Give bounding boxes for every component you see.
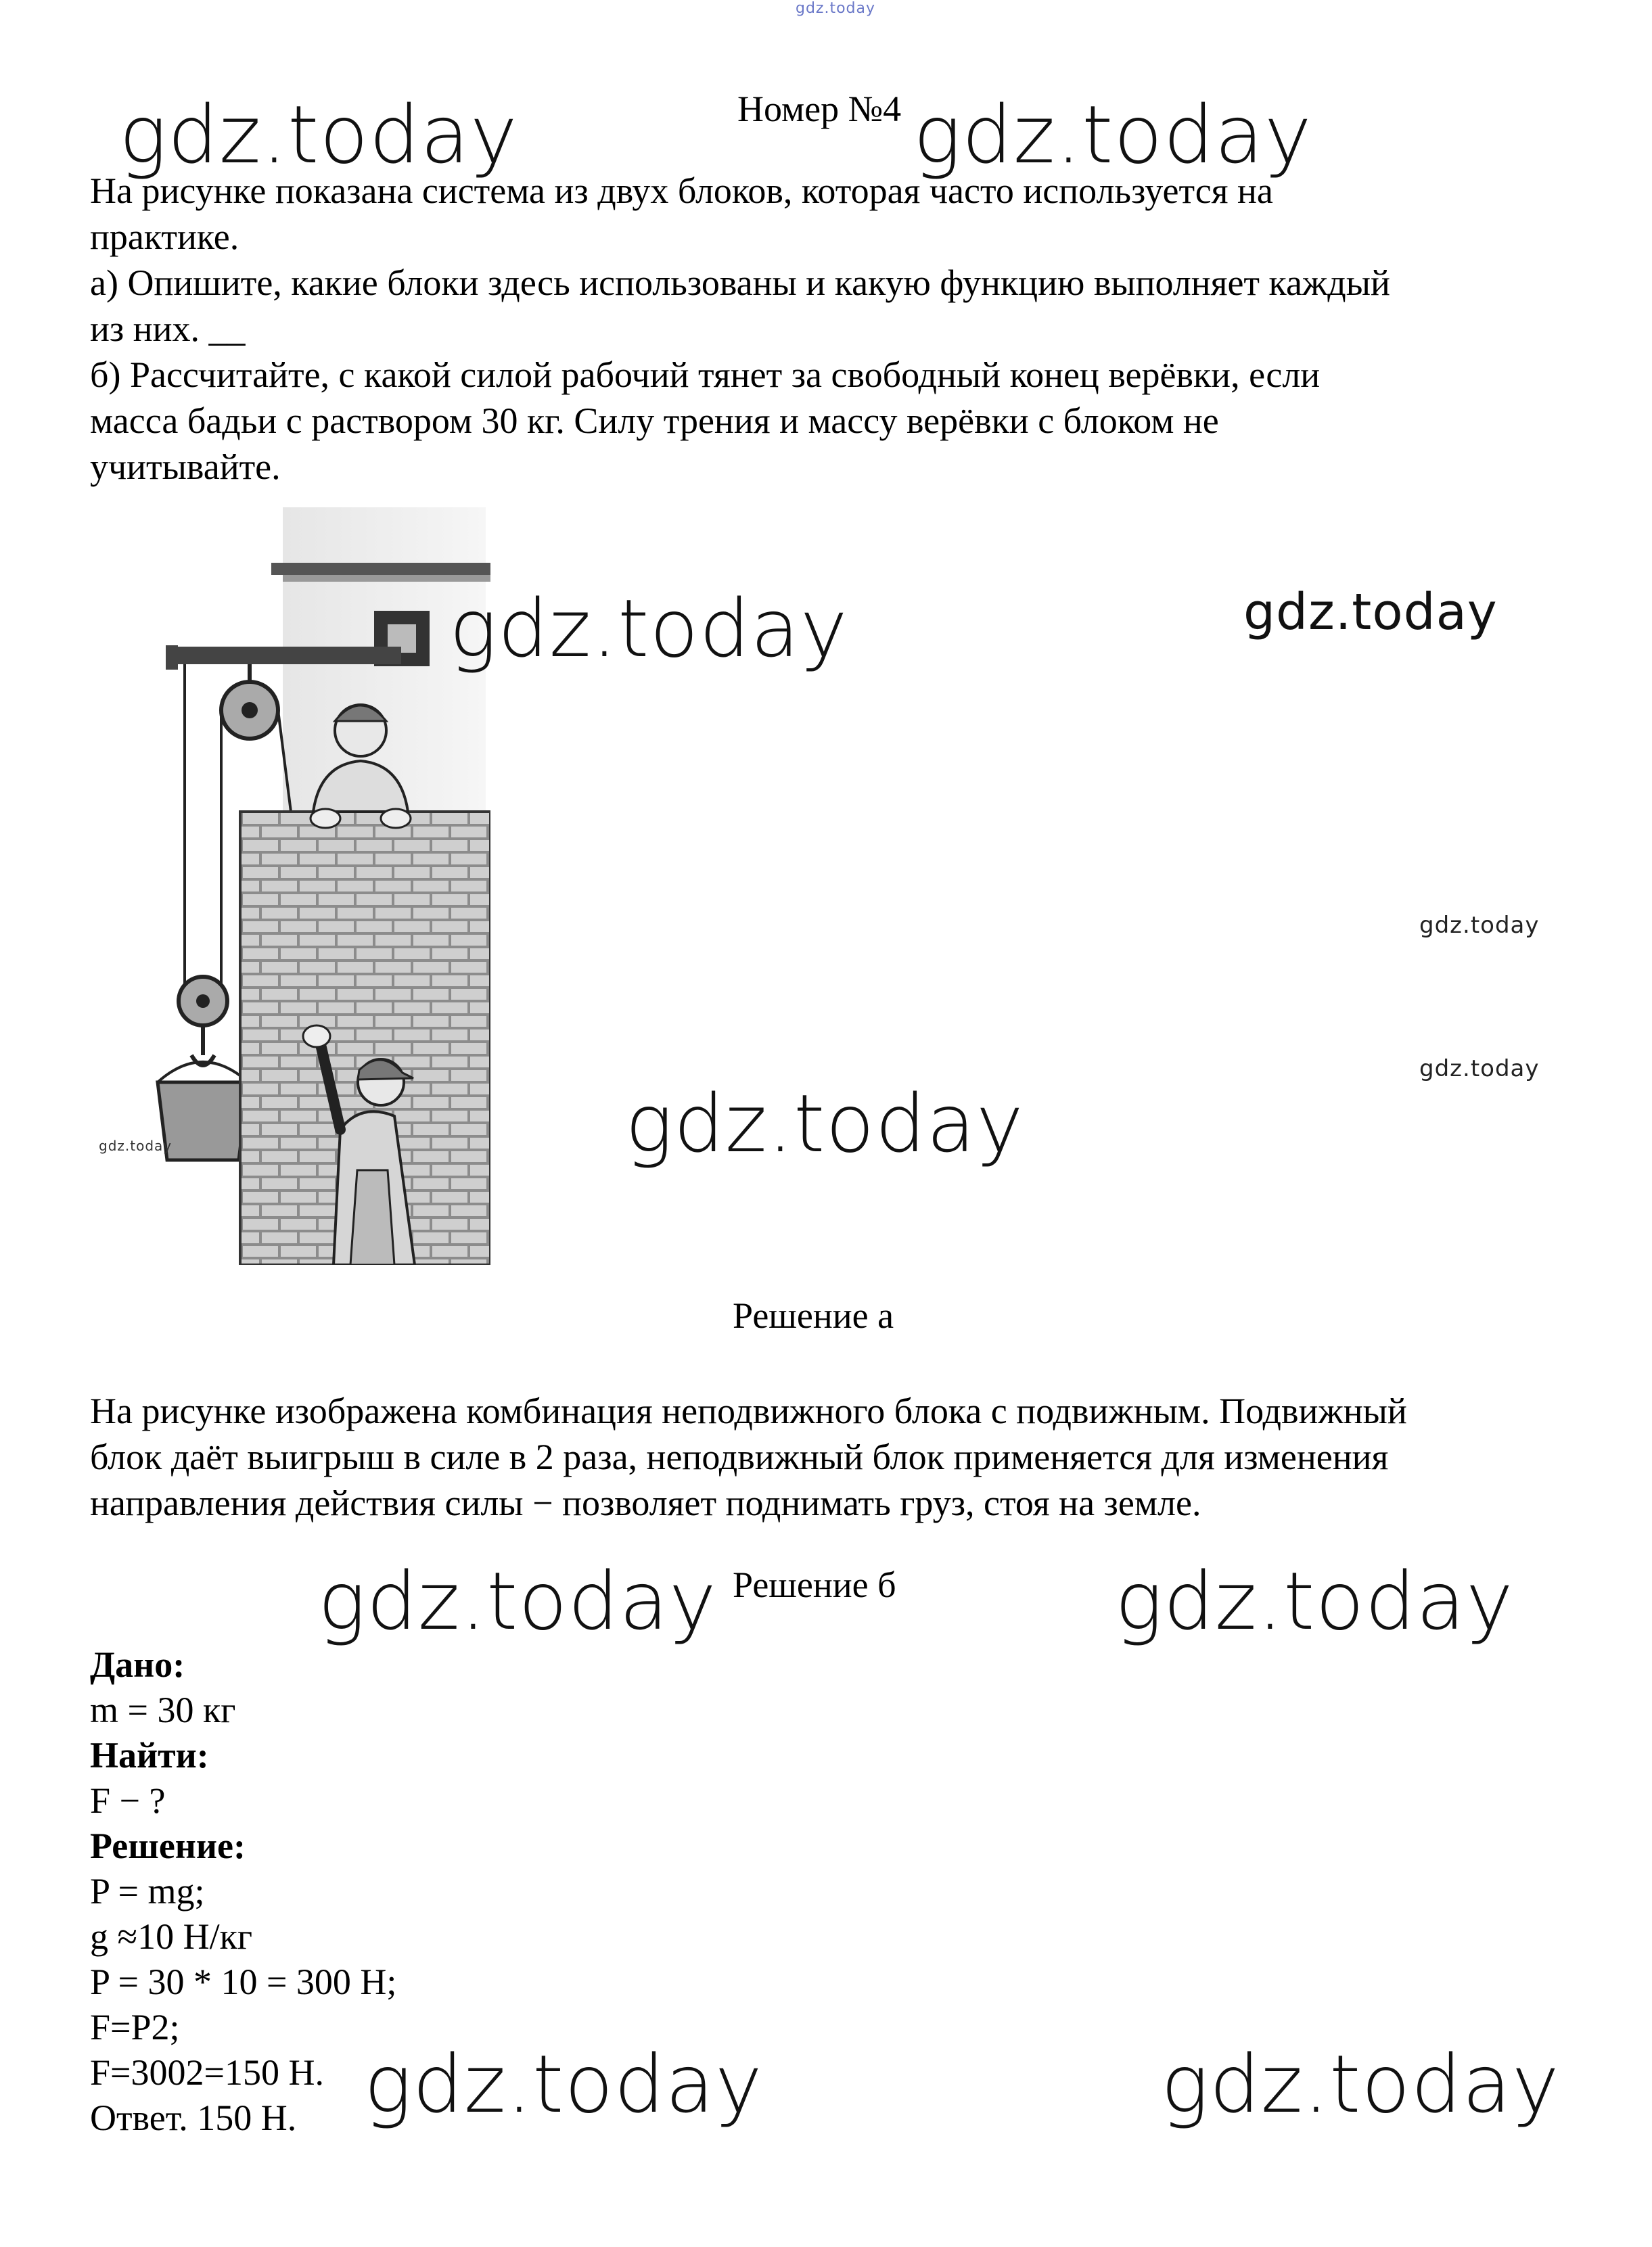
solution-step: P = 30 * 10 = 300 Н;	[90, 1962, 397, 2002]
watermark-top: gdz.today	[796, 0, 876, 17]
watermark: gdz.today	[119, 88, 518, 181]
solution-a-title: Решение а	[733, 1295, 894, 1336]
solution-b-title: Решение б	[733, 1565, 896, 1605]
solution-a-text	[90, 1388, 1565, 1526]
watermark: gdz.today	[1243, 583, 1498, 641]
watermark: gdz.today	[318, 1554, 717, 1648]
solution-label: Решение:	[90, 1826, 246, 1866]
watermark: gdz.today	[625, 1077, 1024, 1170]
solution-step: F=P2;	[90, 2007, 180, 2047]
answer: Ответ. 150 Н.	[90, 2098, 297, 2138]
task-title: Номер №4	[737, 89, 902, 129]
watermark: gdz.today	[1161, 2037, 1560, 2131]
watermark: gdz.today	[449, 582, 848, 675]
task-line: масса бадьи с раствором 30 кг. Силу трения и массу верёвки с блоком не	[90, 400, 1219, 441]
solution-step: P = mg;	[90, 1871, 205, 1912]
task-line: учитывайте.	[90, 446, 281, 487]
task-line: На рисунке показана система из двух блоков, которая часто используется на	[90, 170, 1273, 211]
watermark: gdz.today	[913, 88, 1312, 181]
solution-a-line: На рисунке изображена комбинация неподвижного блока с подвижным. Подвижный	[90, 1391, 1407, 1431]
task-line: практике.	[90, 216, 239, 257]
solution-a-line: направления действия силы − позволяет поднимать груз, стоя на земле.	[90, 1483, 1201, 1523]
task-line: а) Опишите, какие блоки здесь использованы и какую функцию выполняет каждый	[90, 262, 1390, 303]
task-text	[90, 168, 1565, 490]
solution-b-body	[90, 1642, 396, 2141]
task-line: б) Рассчитайте, с какой силой рабочий тянет за свободный конец верёвки, если	[90, 354, 1321, 395]
given-label: Дано:	[90, 1644, 185, 1685]
watermark: gdz.today	[99, 1138, 173, 1154]
task-line: из них. __	[90, 308, 246, 349]
watermark: gdz.today	[1115, 1554, 1514, 1648]
watermark: gdz.today	[1419, 1055, 1540, 1082]
crane-beam	[171, 647, 401, 664]
solution-step: g ≈10 Н/кг	[90, 1916, 253, 1957]
watermark: gdz.today	[1419, 912, 1540, 939]
solution-step: F=3002=150 Н.	[90, 2052, 324, 2093]
given-value: m = 30 кг	[90, 1690, 236, 1730]
solution-a-line: блок даёт выигрыш в силе в 2 раза, неподвижный блок применяется для изменения	[90, 1437, 1389, 1477]
find-value: F − ?	[90, 1780, 166, 1821]
watermark: gdz.today	[364, 2037, 763, 2131]
find-label: Найти:	[90, 1735, 209, 1776]
